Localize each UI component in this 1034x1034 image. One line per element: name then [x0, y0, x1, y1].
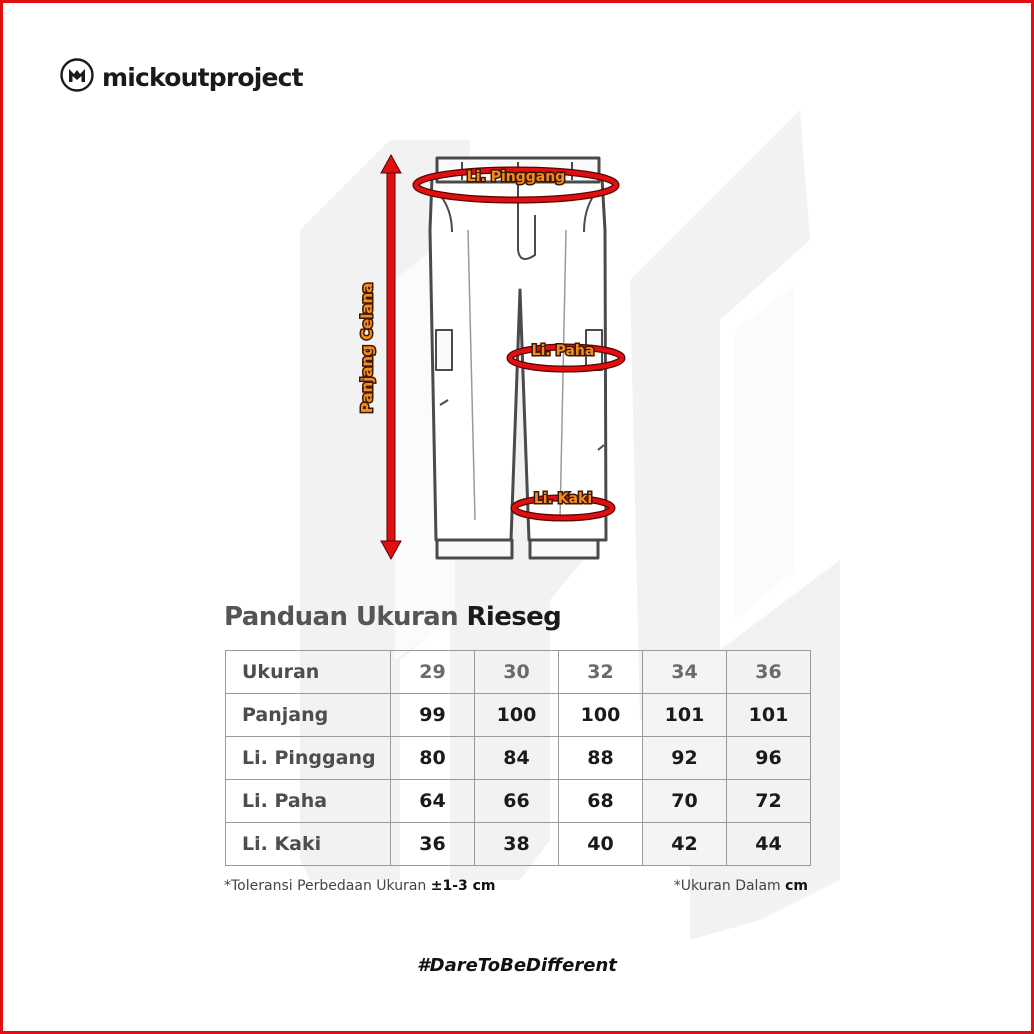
table-cell: 100 [475, 694, 559, 737]
thigh-label: Li. Paha [531, 343, 595, 359]
row-label: Li. Paha [226, 780, 391, 823]
table-cell: 84 [475, 737, 559, 780]
table-cell: 36 [391, 823, 475, 866]
size-header: 32 [559, 651, 643, 694]
table-cell: 100 [559, 694, 643, 737]
table-cell: 92 [643, 737, 727, 780]
size-header: 29 [391, 651, 475, 694]
size-table [225, 650, 811, 866]
header-label: Ukuran [226, 651, 391, 694]
unit-value: cm [785, 878, 808, 894]
table-row [226, 737, 811, 780]
table-cell: 99 [391, 694, 475, 737]
waist-label: Li. Pinggang [466, 169, 566, 185]
tolerance-note [224, 878, 496, 894]
table-cell: 101 [643, 694, 727, 737]
tagline: #DareToBeDifferent [417, 955, 617, 976]
row-label: Li. Pinggang [226, 737, 391, 780]
table-header-row [226, 651, 811, 694]
table-cell: 88 [559, 737, 643, 780]
length-label: Panjang Celana [358, 282, 376, 414]
table-cell: 64 [391, 780, 475, 823]
size-header: 30 [475, 651, 559, 694]
brand-name: mickoutproject [102, 62, 303, 92]
unit-note [674, 878, 808, 894]
table-cell: 101 [727, 694, 811, 737]
hem-label: Li. Kaki [533, 491, 593, 507]
length-arrow [381, 155, 401, 559]
table-cell: 70 [643, 780, 727, 823]
unit-text: *Ukuran Dalam [673, 878, 786, 894]
table-row [226, 780, 811, 823]
title-lead: Panduan Ukuran [224, 602, 459, 632]
row-label: Li. Kaki [226, 823, 391, 866]
table-cell: 68 [559, 780, 643, 823]
table-cell: 72 [727, 780, 811, 823]
title-product: Rieseg [466, 602, 562, 632]
table-cell: 38 [475, 823, 559, 866]
table-cell: 96 [727, 737, 811, 780]
size-header: 34 [643, 651, 727, 694]
table-row [226, 823, 811, 866]
table-cell: 80 [391, 737, 475, 780]
table-cell: 66 [475, 780, 559, 823]
table-row [226, 694, 811, 737]
tolerance-text: *Toleransi Perbedaan Ukuran [224, 878, 431, 894]
table-cell: 44 [727, 823, 811, 866]
row-label: Panjang [226, 694, 391, 737]
tolerance-value: ±1-3 cm [430, 878, 496, 894]
size-guide-title [224, 602, 561, 632]
table-cell: 40 [559, 823, 643, 866]
size-header: 36 [727, 651, 811, 694]
table-cell: 42 [643, 823, 727, 866]
